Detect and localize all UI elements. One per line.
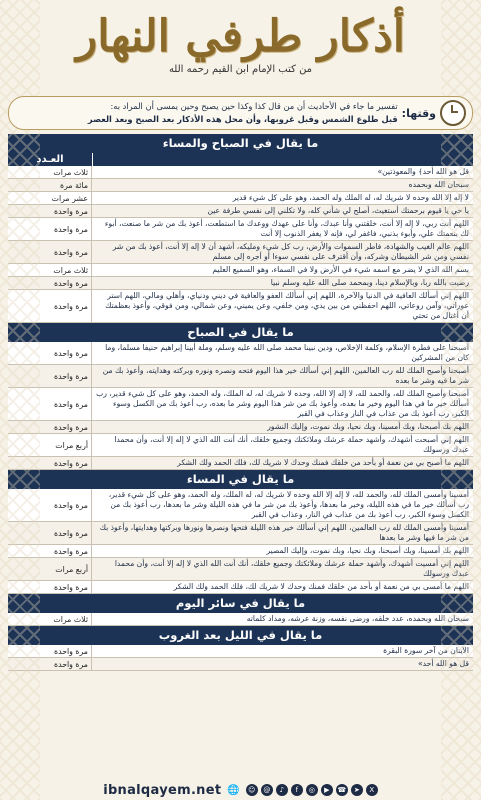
dhikr-count: مرة واحدة xyxy=(8,290,92,322)
dhikr-text: اللهم إني أمسيت أشهدك، وأشهد حملة عرشك وملائكتك وجميع خلقك، أنك أنت الله الذي لا إله إلا أنت، وأن محمدا عبدك ورسولك xyxy=(114,559,469,578)
header-count-column: العـدد xyxy=(8,153,93,166)
timing-line-1: تفسير ما جاء في الأحاديث أن من قال كذا وكذا حين يصبح وحين يمسى أن المراد به: xyxy=(110,101,398,111)
table-row xyxy=(8,166,473,179)
table-row xyxy=(8,658,473,671)
table-row xyxy=(8,558,473,581)
timing-label: وقتها: xyxy=(401,106,436,120)
dhikr-text: اللهم ما أصبح بي من نعمة أو بأحد من خلقك فمنك وحدك لا شريك لك، فلك الحمد ولك الشكر xyxy=(177,458,469,467)
table-row xyxy=(8,264,473,277)
section-rows xyxy=(0,613,481,626)
dhikr-text: أمسينا وأمسى الملك لله، والحمد لله، لا إله إلا الله وحده لا شريك له، له الملك، وله الحمد، وهو على كل شيء قدير، رب أسألك خير ما في هذه الليلة، وخير ما بعدها، وأعوذ بك من شر ما في هذه الليلة وشر ما بعدها، رب أعوذ بك من الكسل وسوء الكبر، رب أعوذ بك من عذاب في النار، وعذاب في القبر xyxy=(108,490,469,519)
telegram-icon[interactable]: ➤ xyxy=(351,784,363,796)
table-row xyxy=(8,421,473,434)
dhikr-text: أصبحنا وأصبح الملك لله، والحمد لله، لا إله إلا الله، وحده لا شريك له، له الملك، وله الحمد، وهو على كل شيء قدير، رب أسألك خير ما في هذا اليوم وخير ما بعده، وأعوذ بك من شر هذا اليوم وشر ما بعده، رب أعوذ بك من الكسل وسوء الكبر، رب أعوذ بك من عذاب في النار وعذاب في القبر xyxy=(96,389,469,418)
dhikr-text: قل هو الله أحد﴾ والمعوذتين» xyxy=(377,167,469,176)
table-row xyxy=(8,388,473,421)
dhikr-text: اللهم عالم الغيب والشهادة، فاطر السموات والأرض، رب كل شيء ومليكه، أشهد أن لا إله إلا أنت، أعوذ بك من شر نفسي ومن شر الشيطان وشركه، وأن أقترف على نفسي سوءا أو أجره إلى مسلم xyxy=(112,242,469,261)
section-rows xyxy=(0,489,481,594)
section-title: ما يقال في الليل بعد الغروب xyxy=(8,626,473,645)
section-rows xyxy=(0,342,481,470)
dhikr-text: لا إله إلا الله وحده لا شريك له، له الملك وله الحمد، وهو على كل شيء قدير xyxy=(232,193,469,202)
table-row xyxy=(8,290,473,323)
section-title: ما يقال في الصباح والمساء xyxy=(8,134,473,153)
dhikr-text: أصبحنا وأصبح الملك لله رب العالمين، اللهم إني أسألك خير هذا اليوم فتحه ونصره ونوره وبركته وهدايته، وأعوذ بك من شر ما فيه وشر ما بعده xyxy=(102,366,469,385)
table-row xyxy=(8,179,473,192)
dhikr-count: مرة واحدة xyxy=(8,277,92,289)
tiktok-icon[interactable]: ♪ xyxy=(276,784,288,796)
dhikr-text: اللهم أنت ربي، لا إله إلا أنت، خلقتني وأنا عبدك، وأنا على عهدك ووعدك ما استطعت، أعوذ بك من شر ما صنعت، أبوء لك بنعمتك علي، وأبوء بذنبي، فاغفر لي، فإنه لا يغفر الذنوب إلا أنت xyxy=(104,219,469,238)
section-title: ما يقال في الصباح xyxy=(8,323,473,342)
dhikr-text: اللهم ما أمسى بي من نعمة أو بأحد من خلقك فمنك وحدك لا شريك لك، فلك الحمد ولك الشكر xyxy=(173,582,469,591)
dhikr-count: مرة واحدة xyxy=(8,522,92,544)
table-row xyxy=(8,581,473,594)
section-rows xyxy=(0,645,481,671)
section-rows xyxy=(0,166,481,323)
dhikr-count: مرة واحدة xyxy=(8,658,92,670)
table-row xyxy=(8,613,473,626)
dhikr-count: مرة واحدة xyxy=(8,365,92,387)
dhikr-text: يا حي يا قيوم برحمتك أستغيث، أصلح لي شأني كله، ولا تكلني إلى نفسي طرفة عين xyxy=(207,206,469,215)
timing-line-2: قبل طلوع الشمس وقبل غروبها، وأن محل هذه الأذكار بعد الصبح وبعد العصر xyxy=(87,114,398,124)
facebook-icon[interactable]: f xyxy=(291,784,303,796)
page-title: أذكار طرفي النهار xyxy=(76,11,405,62)
table-row xyxy=(8,342,473,365)
dhikr-count: مرة واحدة xyxy=(8,218,92,240)
dhikr-text: قل هو الله أحد» xyxy=(418,659,469,668)
dhikr-count: مرة واحدة xyxy=(8,421,92,433)
dhikr-count: مرة واحدة xyxy=(8,205,92,217)
table-row xyxy=(8,522,473,545)
dhikr-count: مرة واحدة xyxy=(8,545,92,557)
dhikr-count: مرة واحدة xyxy=(8,645,92,657)
table-row xyxy=(8,205,473,218)
dhikr-count: مرة واحدة xyxy=(8,457,92,469)
adhkar-table xyxy=(0,134,481,671)
header xyxy=(0,0,481,94)
table-row xyxy=(8,218,473,241)
table-header xyxy=(8,153,473,166)
dhikr-count: مرة واحدة xyxy=(8,342,92,364)
dhikr-text: سبحان الله وبحمده، عدد خلقه، ورضى نفسه، وزنة عرشه، ومداد كلماته xyxy=(246,614,469,623)
timing-text xyxy=(88,100,398,126)
social-icons xyxy=(246,784,378,796)
dhikr-count: مرة واحدة xyxy=(8,388,92,420)
dhikr-count: أربع مرات xyxy=(8,558,92,580)
table-row xyxy=(8,645,473,658)
dhikr-text: اللهم إني أسألك العافية في الدنيا والآخرة، اللهم إني أسألك العفو والعافية في ديني ودنياي، وأهلي ومالي، اللهم استر عوراتي، وآمن روعاتي، اللهم احفظني من بين يدي، ومن خلفي، وعن يميني، وعن شمالي، ومن فوقي، وأعوذ بعظمتك أن أغتال من تحتي xyxy=(105,291,469,320)
website-link[interactable]: ibnalqayem.net xyxy=(103,782,222,798)
section-title: ما يقال في المساء xyxy=(8,470,473,489)
table-row xyxy=(8,277,473,290)
dhikr-count: مرة واحدة xyxy=(8,581,92,593)
header-text-column xyxy=(93,153,473,166)
table-row xyxy=(8,192,473,205)
dhikr-text: أصبحنا على فطرة الإسلام، وكلمة الإخلاص، ودين نبينا محمد صلى الله عليه وسلم، وملة أبينا إبراهيم حنيفا مسلما، وما كان من المشركين xyxy=(105,343,469,362)
x-icon[interactable]: X xyxy=(366,784,378,796)
table-row xyxy=(8,489,473,522)
dhikr-text: اللهم بك أصبحنا، وبك أمسينا، وبك نحيا، وبك نموت، وإليك النشور xyxy=(267,422,469,431)
snapchat-icon[interactable]: ☺ xyxy=(246,784,258,796)
dhikr-count: ثلاث مرات xyxy=(8,613,92,625)
dhikr-count: ثلاث مرات xyxy=(8,166,92,178)
dhikr-count: مائة مرة xyxy=(8,179,92,191)
instagram-icon[interactable]: ◎ xyxy=(306,784,318,796)
dhikr-text: بسم الله الذي لا يضر مع اسمه شيء في الأرض ولا في السماء، وهو السميع العليم xyxy=(212,265,469,274)
dhikr-text: الآيتان من آخر سورة البقرة xyxy=(383,646,469,655)
dhikr-count: عشر مرات xyxy=(8,192,92,204)
dhikr-count: مرة واحدة xyxy=(8,241,92,263)
table-row xyxy=(8,457,473,470)
page-subtitle: من كتب الإمام ابن القيم رحمه الله xyxy=(168,64,313,75)
whatsapp-icon[interactable]: ☎ xyxy=(337,786,347,794)
globe-icon: 🌐 xyxy=(227,784,240,796)
dhikr-count: ثلاث مرات xyxy=(8,264,92,276)
youtube-icon[interactable]: ▶ xyxy=(321,784,333,796)
threads-icon[interactable]: @ xyxy=(261,784,273,796)
dhikr-text: أمسينا وأمسى الملك لله رب العالمين، اللهم إني أسألك خير هذه الليلة فتحها ونصرها ونورها وبركتها وهدايتها، وأعوذ بك من شر ما فيها وشر ما بعدها xyxy=(99,523,469,542)
dhikr-count: مرة واحدة xyxy=(8,489,92,521)
dhikr-text: سبحان الله وبحمده xyxy=(408,180,469,189)
dhikr-text: اللهم بك أمسينا، وبك أصبحنا، وبك نحيا، وبك نموت، وإليك المصير xyxy=(266,546,469,555)
dhikr-text: اللهم إني أصبحت أشهدك، وأشهد حملة عرشك وملائكتك وجميع خلقك، أنك أنت الله الذي لا إله إلا أنت، وأن محمدا عبدك ورسولك xyxy=(114,435,469,454)
clock-icon xyxy=(440,100,466,126)
table-row xyxy=(8,434,473,457)
table-row xyxy=(8,365,473,388)
section-title: ما يقال في سائر اليوم xyxy=(8,594,473,613)
timing-note xyxy=(8,96,473,130)
footer xyxy=(0,780,481,800)
table-row xyxy=(8,545,473,558)
dhikr-count: أربع مرات xyxy=(8,434,92,456)
dhikr-text: رضيت بالله ربا، وبالإسلام دينا، وبمحمد صلى الله عليه وسلم نبيا xyxy=(270,278,469,287)
table-row xyxy=(8,241,473,264)
